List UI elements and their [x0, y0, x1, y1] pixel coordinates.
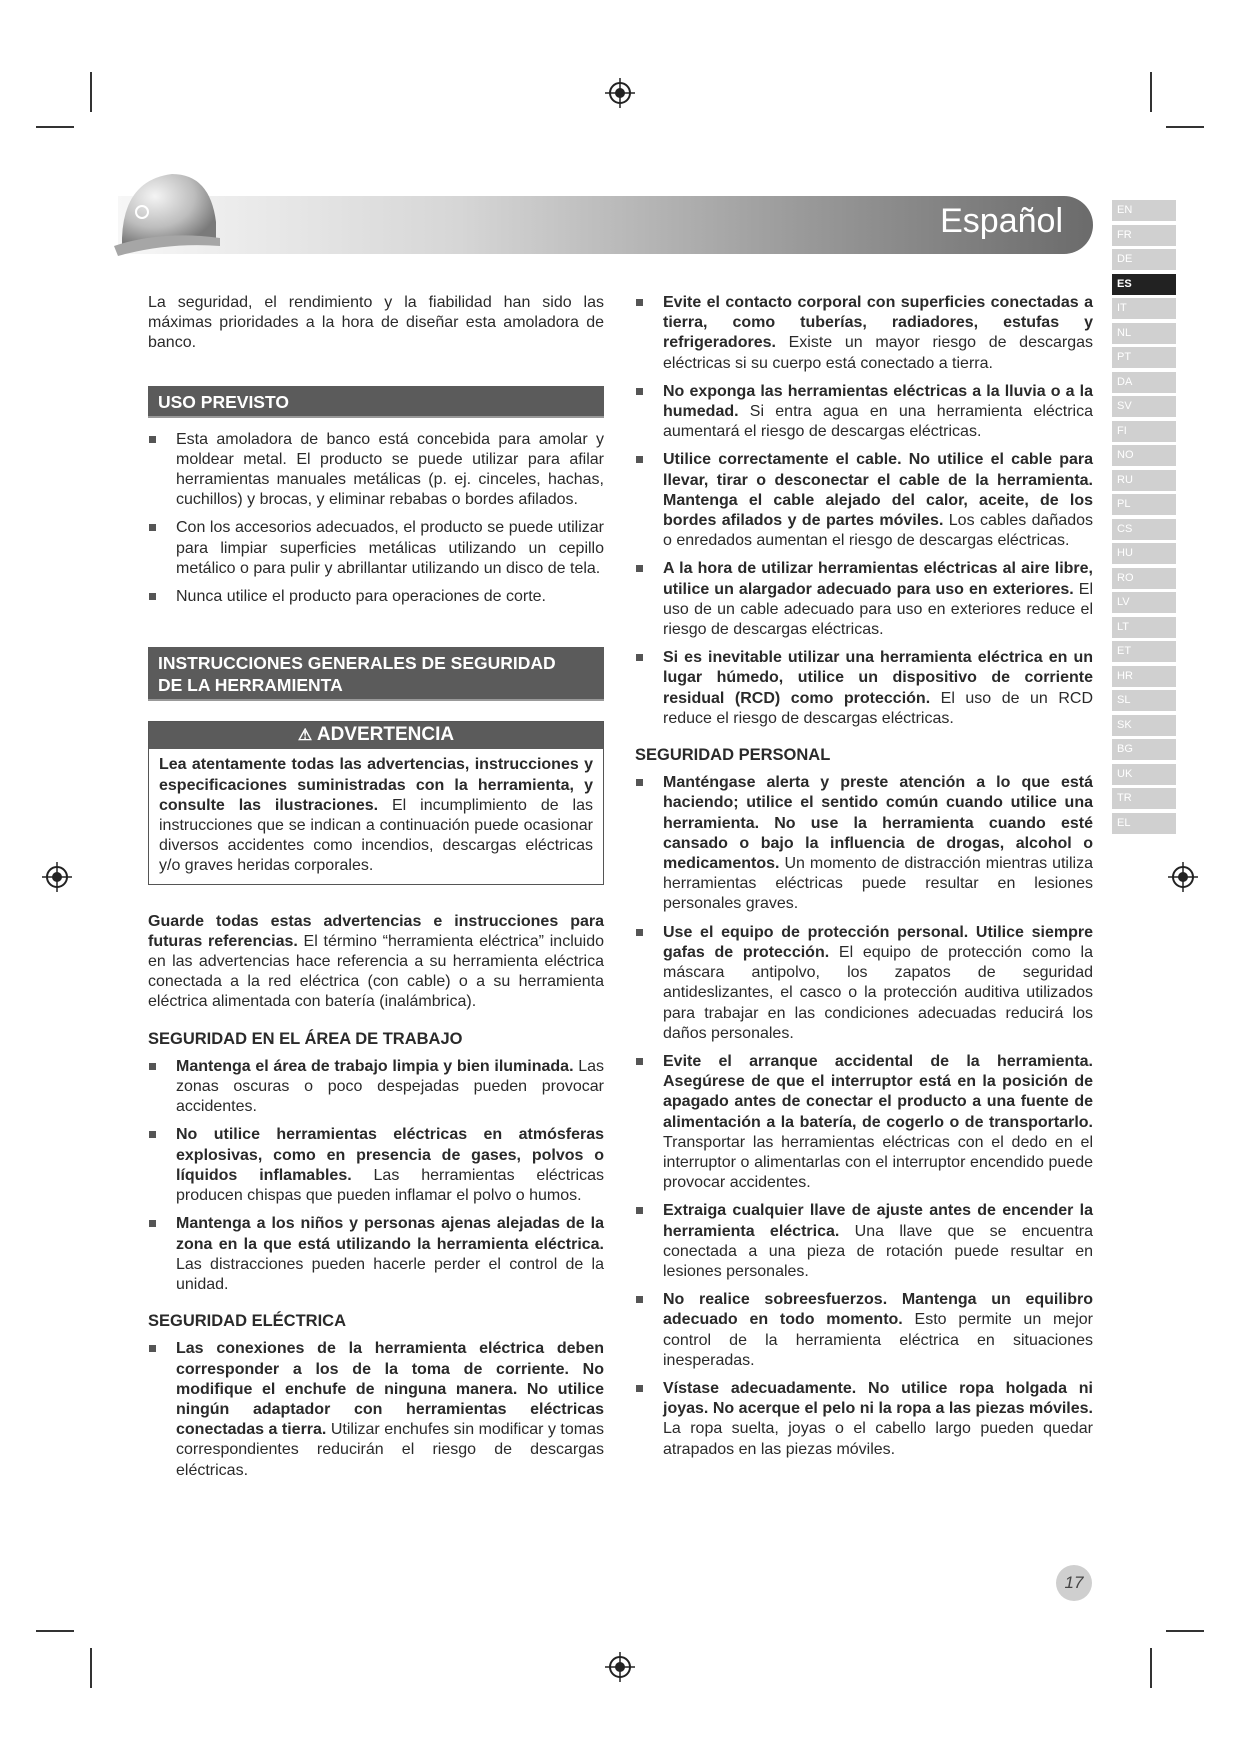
language-tab-fr: FR — [1112, 225, 1176, 246]
language-tab-es: ES — [1112, 274, 1176, 295]
language-tab-sv: SV — [1112, 396, 1176, 417]
section-header-instrucciones: INSTRUCCIONES GENERALES DE SEGURIDAD DE LA HERRAMIENTA — [148, 647, 604, 701]
personal-list — [635, 773, 1093, 1460]
list-item: Evite el contacto corporal con superficies conectadas a tierra, como tuberías, radiadores, estufas y refrigeradores. Existe un mayor riesgo de descargas eléctricas si su cuerpo está conectado a tierra. — [635, 293, 1093, 374]
language-tab-hu: HU — [1112, 543, 1176, 564]
language-tab-lt: LT — [1112, 617, 1176, 638]
registration-mark-icon — [42, 862, 72, 892]
crop-mark — [1166, 1630, 1204, 1632]
language-tab-el: EL — [1112, 813, 1176, 834]
language-tab-ru: RU — [1112, 470, 1176, 491]
list-item: Las conexiones de la herramienta eléctrica deben corresponder a los de la toma de corriente. No modifique el enchufe de ninguna manera. No utilice ningún adaptador con herramientas eléctricas conectadas a tierra. Utilizar enchufes sin modificar y tomas correspondientes reducirán el riesgo de descargas eléctricas. — [148, 1339, 604, 1480]
crop-mark — [90, 1648, 92, 1688]
language-tab-hr: HR — [1112, 666, 1176, 687]
list-item: Utilice correctamente el cable. No utilice el cable para llevar, tirar o desconectar el cable de la herramienta. Mantenga el cable alejado del calor, aceite, de los bordes afilados y de partes móviles. Los cables dañados o enredados aumentan el riesgo de descargas eléctricas. — [635, 450, 1093, 551]
subheading-electrica: SEGURIDAD ELÉCTRICA — [148, 1312, 347, 1331]
list-item: Use el equipo de protección personal. Utilice siempre gafas de protección. El equipo de protección como la máscara antipolvo, los zapatos de seguridad antideslizantes, el casco o la protección auditiva utilizados para trabajar en las condiciones adecuadas reducirá los daños personales. — [635, 923, 1093, 1044]
list-item: No exponga las herramientas eléctricas a la lluvia o a la humedad. Si entra agua en una herramienta eléctrica aumentará el riesgo de descargas eléctricas. — [635, 382, 1093, 443]
registration-mark-icon — [605, 1652, 635, 1682]
section-header-uso-previsto: USO PREVISTO — [148, 386, 604, 418]
list-item: Manténgase alerta y preste atención a lo que está haciendo; utilice el sentido común cuando utilice una herramienta. No use la herramienta cuando esté cansado o bajo la influencia de drogas, alcohol o medicamentos. Un momento de distracción mientras utiliza herramientas eléctricas puede resultar en lesiones personales graves. — [635, 773, 1093, 914]
language-tab-tr: TR — [1112, 788, 1176, 809]
intro-text: La seguridad, el rendimiento y la fiabilidad han sido las máximas prioridades a la hora de diseñar esta amoladora de banco. — [148, 294, 604, 352]
warning-body: Lea atentamente todas las advertencias, instrucciones y especificaciones suministradas con la herramienta, y consulte las ilustraciones. El incumplimiento de las instrucciones que se indican a continuación puede ocasionar diversos accidentes como incendios, descargas eléctricas y/o graves heridas corporales. — [159, 756, 593, 875]
language-tab-uk: UK — [1112, 764, 1176, 785]
language-tab-da: DA — [1112, 372, 1176, 393]
page-title: Español — [940, 202, 1063, 240]
list-item: Extraiga cualquier llave de ajuste antes de encender la herramienta eléctrica. Una llave que se encuentra conectada a una pieza de rotación puede resultar en lesiones personales. — [635, 1201, 1093, 1282]
registration-mark-icon — [605, 78, 635, 108]
crop-mark — [1166, 126, 1204, 128]
list-item: Esta amoladora de banco está concebida para amolar y moldear metal. El producto se puede utilizar para afilar herramientas manuales metálicas (p. ej. cinceles, hachas, cuchillos) y brocas, y eliminar rebabas o bordes afilados. — [148, 430, 604, 511]
warning-box — [148, 721, 604, 884]
crop-mark — [1150, 72, 1152, 112]
list-item: No utilice herramientas eléctricas en atmósferas explosivas, como en presencia de gases, polvos o líquidos inflamables. Las herramientas eléctricas producen chispas que pueden inflamar el polvo o humos. — [148, 1125, 604, 1206]
electrica-list-part2 — [635, 293, 1093, 729]
crop-mark — [36, 1630, 74, 1632]
subheading-personal: SEGURIDAD PERSONAL — [635, 746, 831, 765]
list-item: Mantenga el área de trabajo limpia y bien iluminada. Las zonas oscuras o poco despejadas pueden provocar accidentes. — [148, 1057, 604, 1118]
language-tab-cs: CS — [1112, 519, 1176, 540]
header-banner — [118, 196, 1093, 254]
list-item: A la hora de utilizar herramientas eléctricas al aire libre, utilice un alargador adecuado para uso en exteriores. El uso de un cable adecuado para uso en exteriores reduce el riesgo de descargas eléctricas. — [635, 559, 1093, 640]
language-tab-no: NO — [1112, 445, 1176, 466]
subheading-area-trabajo: SEGURIDAD EN EL ÁREA DE TRABAJO — [148, 1029, 463, 1048]
uso-previsto-list — [148, 430, 604, 608]
electrica-list-part1 — [148, 1339, 604, 1480]
language-tab-sk: SK — [1112, 715, 1176, 736]
language-tab-en: EN — [1112, 200, 1176, 221]
language-tab-ro: RO — [1112, 568, 1176, 589]
language-tab-sl: SL — [1112, 690, 1176, 711]
language-tab-pt: PT — [1112, 347, 1176, 368]
list-item: Nunca utilice el producto para operaciones de corte. — [148, 587, 604, 607]
language-tab-pl: PL — [1112, 494, 1176, 515]
list-item: Con los accesorios adecuados, el producto se puede utilizar para limpiar superficies metálicas utilizando un cepillo metálico o para pulir y abrillantar utilizando un disco de tela. — [148, 518, 604, 579]
list-item: No realice sobreesfuerzos. Mantenga un equilibro adecuado en todo momento. Esto permite un mejor control de la herramienta eléctrica en situaciones inesperadas. — [635, 1290, 1093, 1371]
guarde-text: Guarde todas estas advertencias e instrucciones para futuras referencias. El término “herramienta eléctrica” incluido en las advertencias hace referencia a su herramienta eléctrica conectada a la red eléctrica (con cable) o a su herramienta eléctrica alimentada con batería (inalámbrica). — [148, 912, 604, 1011]
language-tab-et: ET — [1112, 641, 1176, 662]
warning-triangle-icon: ⚠ — [297, 727, 313, 745]
language-tab-it: IT — [1112, 298, 1176, 319]
left-column — [148, 293, 604, 1481]
right-column — [635, 293, 1093, 1460]
language-tab-de: DE — [1112, 249, 1176, 270]
helmet-icon — [112, 160, 224, 260]
language-tab-lv: LV — [1112, 592, 1176, 613]
list-item: Si es inevitable utilizar una herramienta eléctrica en un lugar húmedo, utilice un dispositivo de corriente residual (RCD) como protección. El uso de un RCD reduce el riesgo de descargas eléctricas. — [635, 648, 1093, 729]
language-tab-fi: FI — [1112, 421, 1176, 442]
list-item: Evite el arranque accidental de la herramienta. Asegúrese de que el interruptor está en la posición de apagado antes de conectar el producto a una fuente de alimentación a la batería, de cogerlo o de transportarlo. Transportar las herramientas eléctricas con el dedo en el interruptor o alimentarlas con el interruptor encendido puede provocar accidentes. — [635, 1052, 1093, 1193]
language-tabs — [1112, 200, 1176, 837]
list-item: Vístase adecuadamente. No utilice ropa holgada ni joyas. No acerque el pelo ni la ropa a las piezas móviles. La ropa suelta, joyas o el cabello largo pueden quedar atrapados en las piezas móviles. — [635, 1379, 1093, 1460]
language-tab-bg: BG — [1112, 739, 1176, 760]
warning-header: ⚠ ADVERTENCIA — [149, 722, 603, 749]
list-item: Mantenga a los niños y personas ajenas alejadas de la zona en la que está utilizando la herramienta eléctrica. Las distracciones pueden hacerle perder el control de la unidad. — [148, 1214, 604, 1295]
registration-mark-icon — [1168, 862, 1198, 892]
page-number: 17 — [1056, 1565, 1092, 1601]
area-trabajo-list — [148, 1057, 604, 1295]
crop-mark — [1150, 1648, 1152, 1688]
crop-mark — [36, 126, 74, 128]
crop-mark — [90, 72, 92, 112]
language-tab-nl: NL — [1112, 323, 1176, 344]
